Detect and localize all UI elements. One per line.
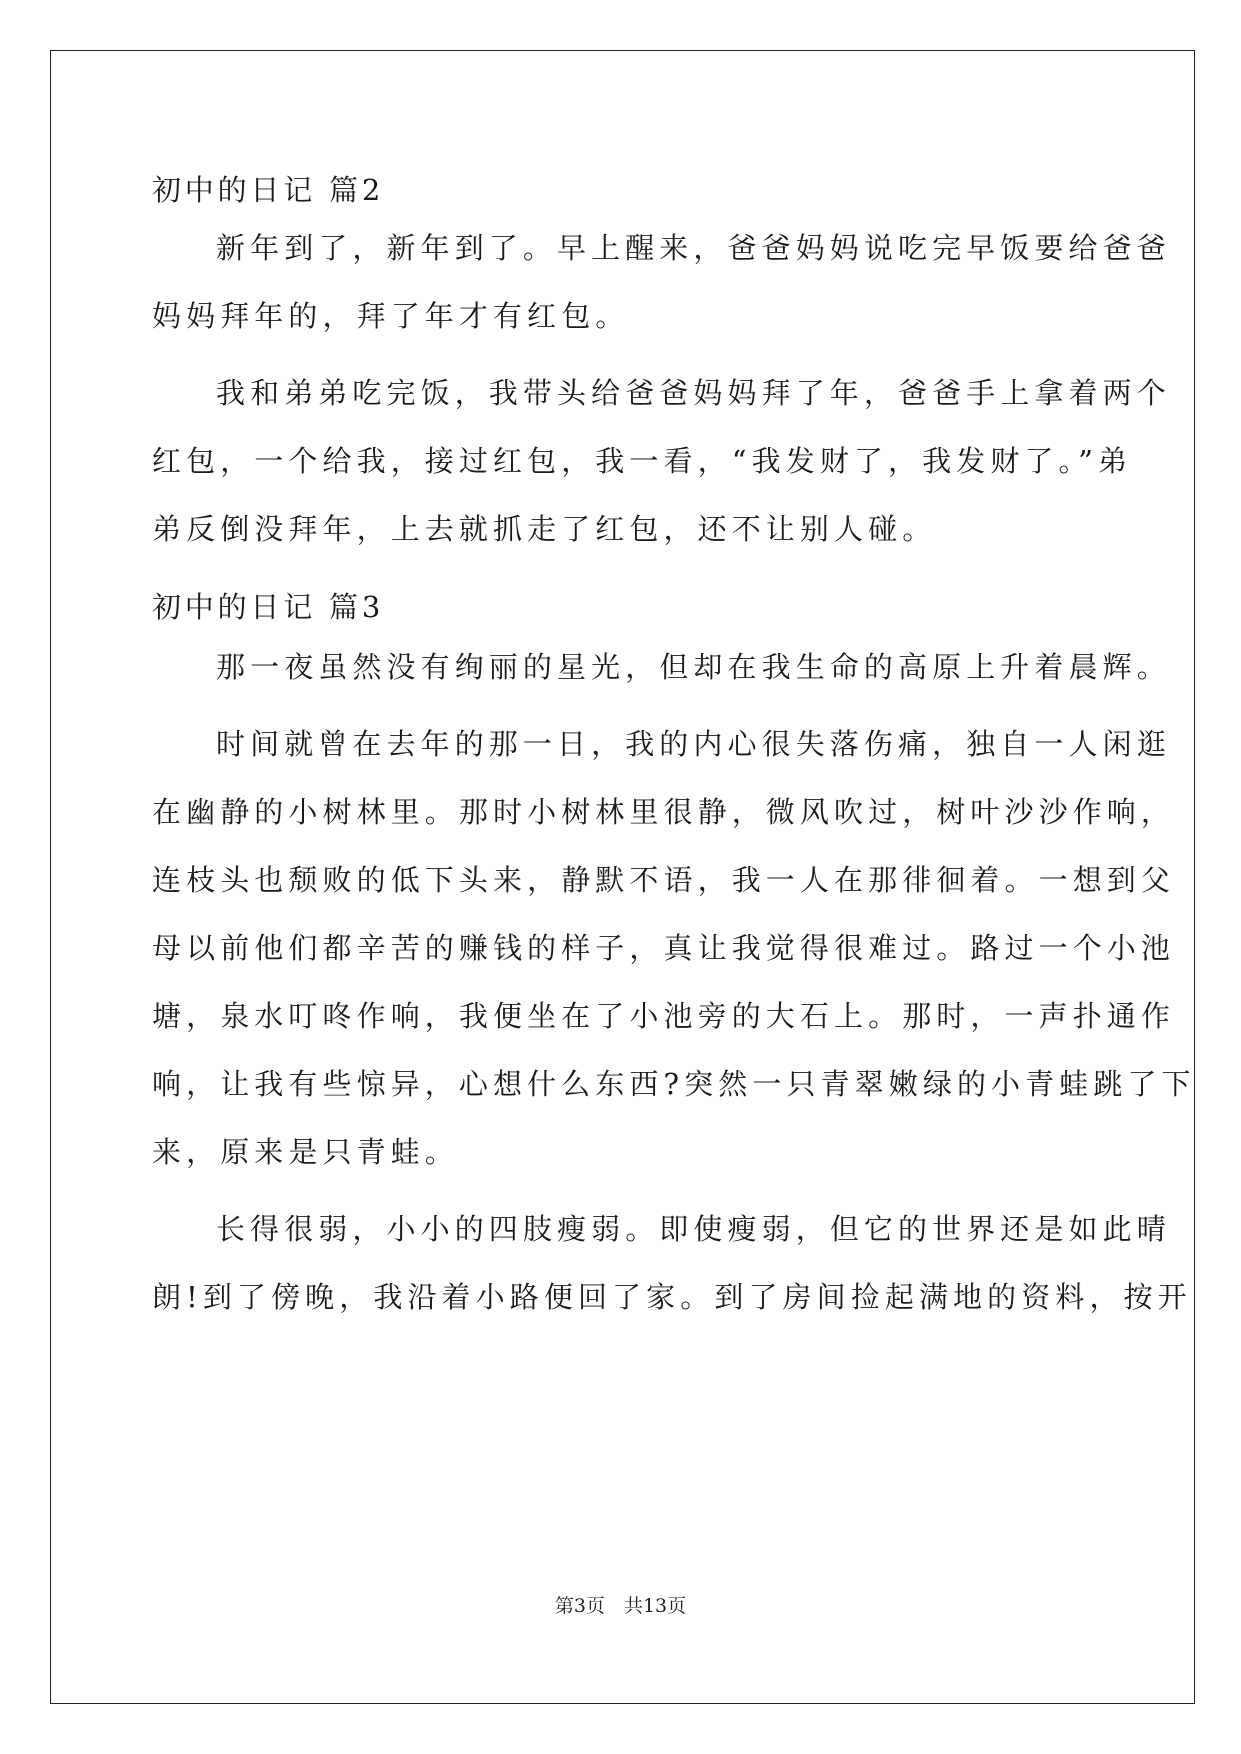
paragraph-line: 来，原来是只青蛙。: [152, 1135, 459, 1169]
paragraph-line: 妈妈拜年的，拜了年才有红包。: [152, 299, 630, 333]
paragraph-line: 塘，泉水叮咚作响，我便坐在了小池旁的大石上。那时，一声扑通作: [152, 999, 1176, 1033]
paragraph-line: 弟反倒没拜年，上去就抓走了红包，还不让别人碰。: [152, 512, 937, 546]
paragraph-line: 红包，一个给我，接过红包，我一看，“我发财了，我发财了。”弟: [152, 444, 1133, 478]
paragraph-line: 长得很弱，小小的四肢瘦弱。即使瘦弱，但它的世界还是如此晴: [216, 1212, 1171, 1246]
section-heading: 初中的日记 篇3: [152, 590, 385, 624]
paragraph-line: 响，让我有些惊异，心想什么东西?突然一只青翠嫩绿的小青蛙跳了下: [152, 1067, 1196, 1101]
paragraph-line: 时间就曾在去年的那一日，我的内心很失落伤痛，独自一人闲逛: [216, 727, 1171, 761]
paragraph-line: 母以前他们都辛苦的赚钱的样子，真让我觉得很难过。路过一个小池: [152, 931, 1176, 965]
paragraph-line: 连枝头也颓败的低下头来，静默不语，我一人在那徘徊着。一想到父: [152, 863, 1176, 897]
paragraph-line: 在幽静的小树林里。那时小树林里很静，微风吹过，树叶沙沙作响，: [152, 795, 1176, 829]
paragraph-line: 新年到了，新年到了。早上醒来，爸爸妈妈说吃完早饭要给爸爸: [216, 231, 1171, 265]
paragraph-line: 朗!到了傍晚，我沿着小路便回了家。到了房间捡起满地的资料，按开: [152, 1280, 1192, 1314]
section-heading: 初中的日记 篇2: [152, 173, 385, 207]
page-number-footer: 第3页 共13页: [554, 1595, 687, 1617]
paragraph-line: 我和弟弟吃完饭，我带头给爸爸妈妈拜了年，爸爸手上拿着两个: [216, 376, 1171, 410]
paragraph-line: 那一夜虽然没有绚丽的星光，但却在我生命的高原上升着晨辉。: [216, 650, 1171, 684]
